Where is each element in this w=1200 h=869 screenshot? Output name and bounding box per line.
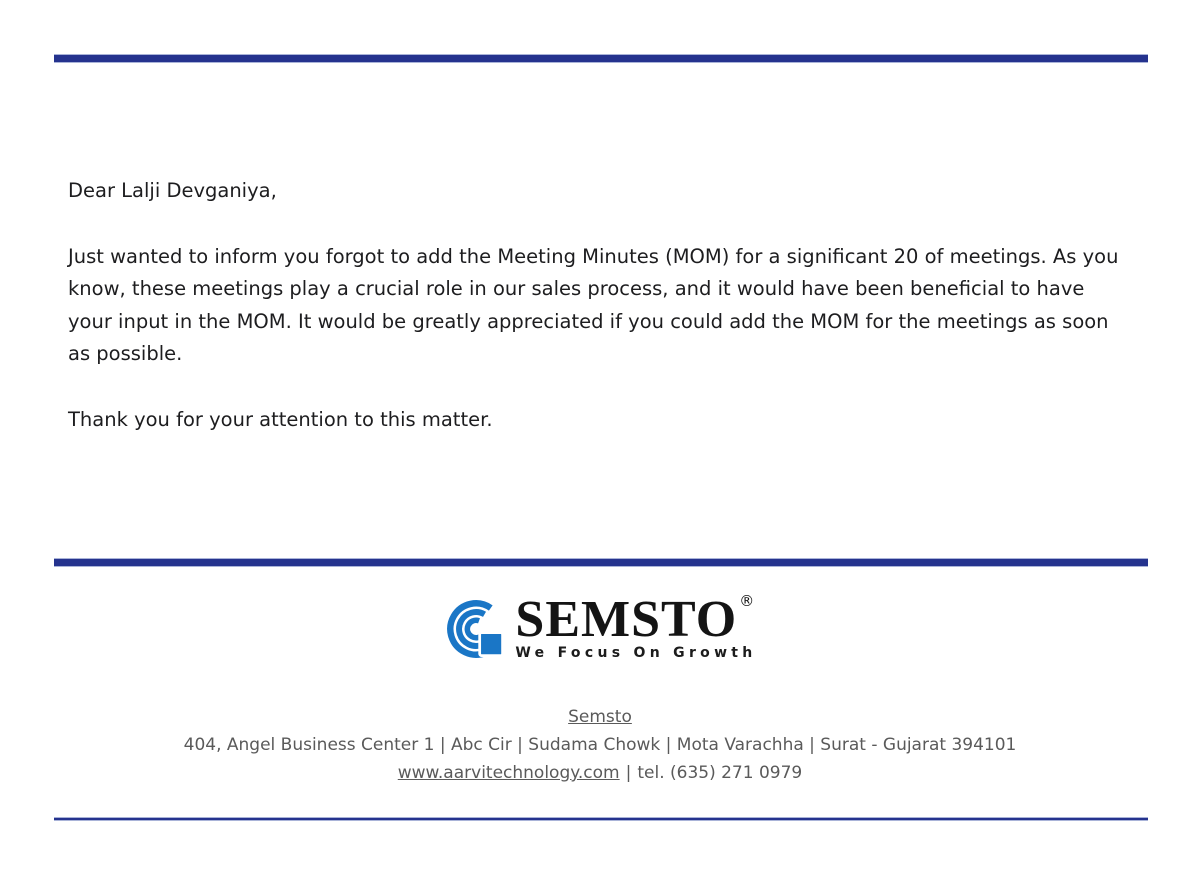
contact-separator: | — [625, 763, 632, 783]
top-divider — [54, 54, 1148, 63]
registered-trademark-symbol: ® — [739, 591, 755, 610]
middle-divider — [54, 558, 1148, 567]
company-name-link[interactable]: Semsto — [568, 707, 632, 727]
closing-text: Thank you for your attention to this matter. — [68, 407, 493, 431]
website-link[interactable]: www.aarvitechnology.com — [397, 763, 620, 783]
footer — [0, 703, 1200, 787]
bottom-divider — [54, 817, 1148, 821]
logo-section — [0, 590, 1200, 665]
body-paragraph: Just wanted to inform you forgot to add the Meeting Minutes (MOM) for a significant 20 of meetings. As you know, these meetings play a crucial role in our sales process, and it would have been beneficial to have your input in the MOM. It would be greatly appreciated if you could add the MOM for the meetings as soon as possible. — [68, 244, 1119, 365]
contact-line — [0, 759, 1200, 787]
semsto-concentric-arcs-icon — [443, 595, 509, 663]
logo-textblock — [515, 590, 757, 661]
brand-tagline: We Focus On Growth — [515, 644, 757, 661]
greeting-text: Dear Lalji Devganiya, — [68, 179, 277, 202]
brand-wordmark: SEMSTO — [515, 590, 738, 648]
address-line: 404, Angel Business Center 1 | Abc Cir | Sudama Chowk | Mota Varachha | Surat - Gujarat 394101 — [183, 735, 1017, 755]
phone-text: tel. (635) 271 0979 — [637, 763, 803, 783]
email-body — [0, 63, 1200, 558]
